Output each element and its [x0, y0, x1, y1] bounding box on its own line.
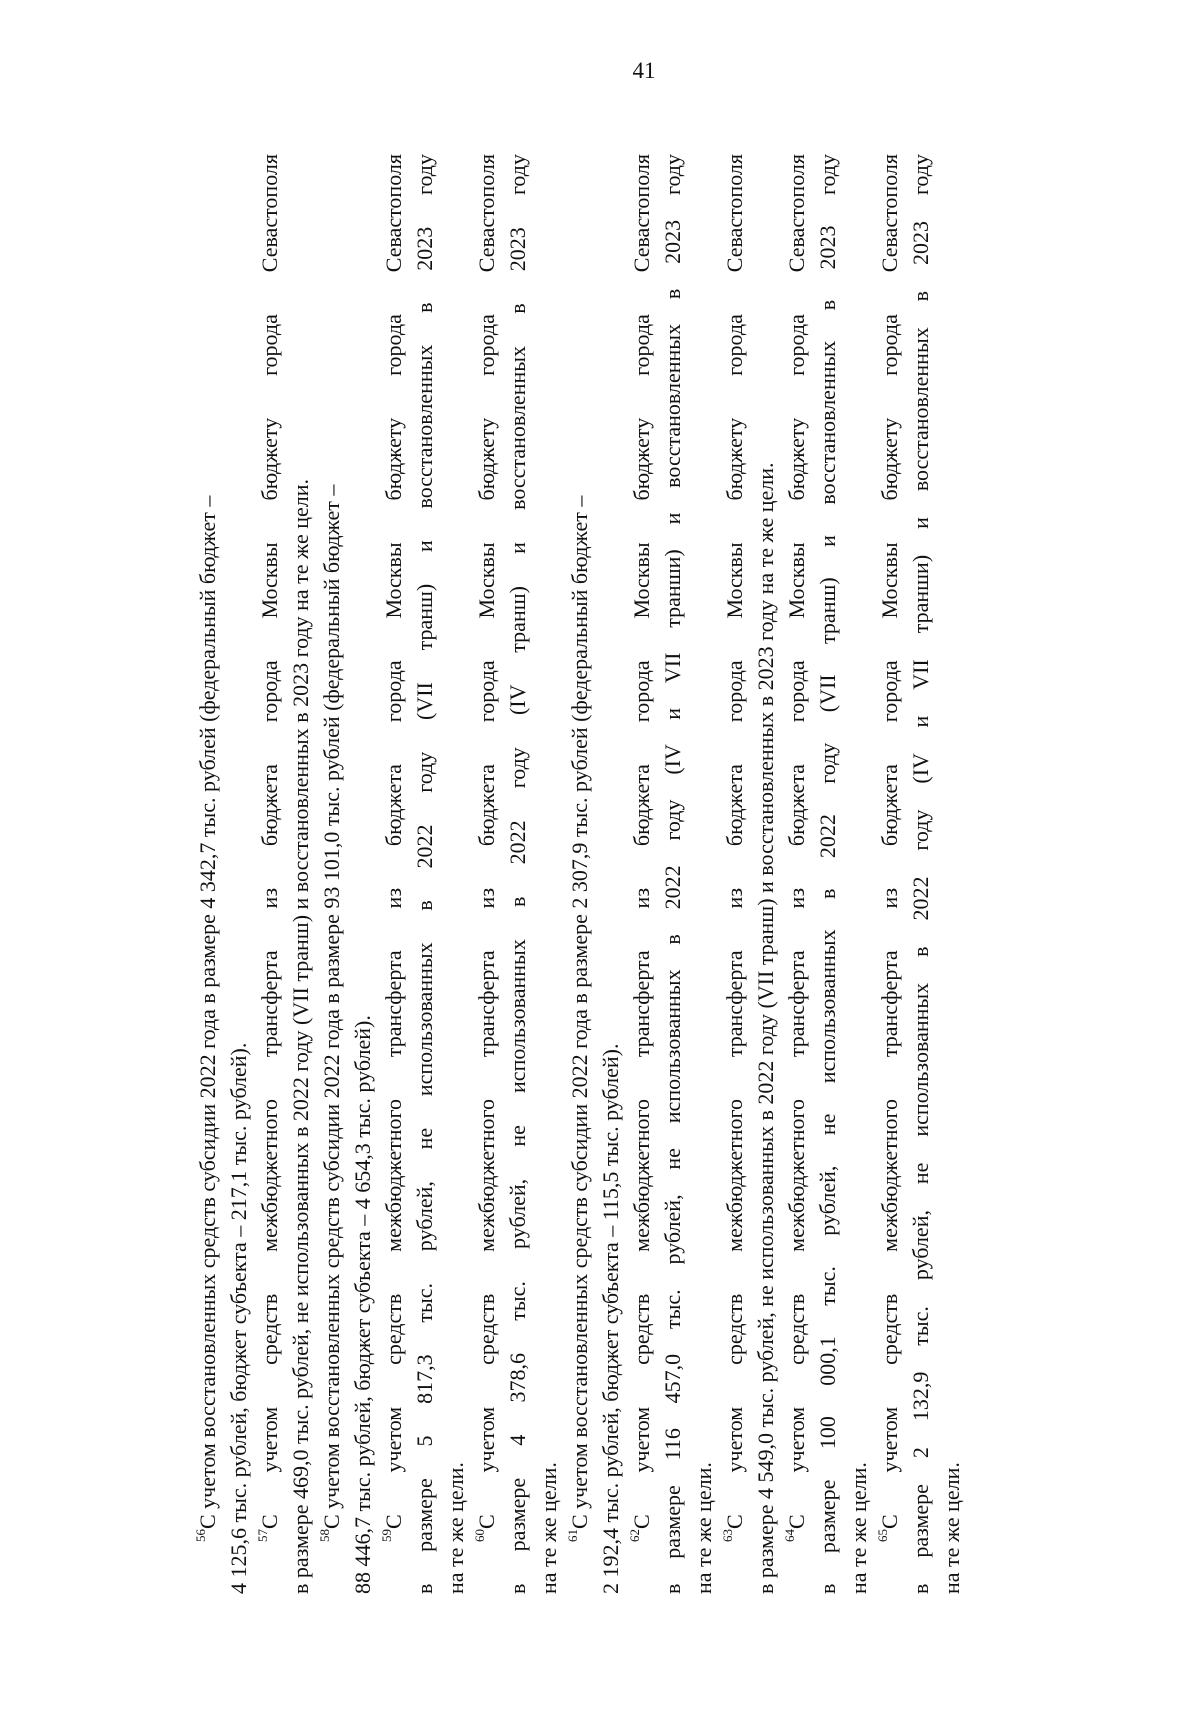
footnote-57-marker: 57 — [254, 1529, 270, 1542]
footnote-58-line-2: 88 446,7 тыс. рублей, бюджет субъекта – 4 654,3 тыс. рублей). — [350, 1015, 375, 1594]
footnote-56-marker: 56 — [192, 1529, 208, 1542]
footnote-56-line-1: $^{56}$С учетом восстановленных средств субсидии 2022 года в размере 4 342,7 тыс. рублей (федеральный бюджет – — [192, 495, 220, 1542]
footnote-65-line-2: в размере 2 132,9 тыс. рублей, не использованных в 2022 году (IV и VII транши) и восстановленных в 2023 году — [908, 154, 933, 1594]
footnote-62-line-1: $^{62}$С учетом средств межбюджетного трансферта из бюджета города Москвы бюджету города Севастополя — [626, 154, 654, 1542]
footnote-65-marker: 65 — [874, 1529, 890, 1542]
footnote-63-marker: 63 — [719, 1529, 735, 1542]
footnote-59-line-1: $^{59}$С учетом средств межбюджетного трансферта из бюджета города Москвы бюджету города Севастополя — [378, 154, 406, 1542]
footnote-62-line-2: в размере 116 457,0 тыс. рублей, не использованных в 2022 году (IV и VII транши) и восстановленных в 2023 году — [660, 154, 685, 1594]
footnote-60-line-3: на те же цели. — [536, 1462, 561, 1594]
footnote-64-marker: 64 — [781, 1529, 797, 1542]
footnote-58-line-1: $^{58}$С учетом восстановленных средств субсидии 2022 года в размере 93 101,0 тыс. рублей (федеральный бюджет – — [316, 484, 344, 1542]
rotated-footnotes-block — [192, 154, 1002, 1594]
footnote-64-line-2: в размере 100 000,1 тыс. рублей, не использованных в 2022 году (VII транш) и восстановленных в 2023 году — [815, 154, 840, 1594]
footnote-57-line-2: в размере 469,0 тыс. рублей, не использованных в 2022 году (VII транш) и восстановленных в 2023 году на те же цели. — [288, 478, 313, 1594]
footnote-63-line-2: в размере 4 549,0 тыс. рублей, не использованных в 2022 году (VII транш) и восстановленных в 2023 году на те же цели. — [753, 462, 778, 1594]
footnote-64-line-3: на те же цели. — [846, 1462, 871, 1594]
footnote-61-line-2: 2 192,4 тыс. рублей, бюджет субъекта – 115,5 тыс. рублей). — [598, 1043, 623, 1594]
footnote-56-line-2: 4 125,6 тыс. рублей, бюджет субъекта – 217,1 тыс. рублей). — [226, 1042, 251, 1594]
footnote-59-marker: 59 — [378, 1529, 394, 1542]
footnote-61-line-1: $^{61}$С учетом восстановленных средств субсидии 2022 года в размере 2 307,9 тыс. рублей (федеральный бюджет – — [564, 495, 592, 1542]
footnote-57-line-1: $^{57}$С учетом средств межбюджетного трансферта из бюджета города Москвы бюджету города Севастополя — [254, 154, 282, 1542]
footnote-59-line-3: на те же цели. — [443, 1462, 468, 1594]
footnote-65-line-3: на те же цели. — [939, 1462, 964, 1594]
footnote-60-marker: 60 — [471, 1529, 487, 1542]
footnote-62-marker: 62 — [626, 1529, 642, 1542]
footnote-62-line-3: на те же цели. — [691, 1462, 716, 1594]
footnote-58-marker: 58 — [316, 1529, 332, 1542]
footnote-65-line-1: $^{65}$С учетом средств межбюджетного трансферта из бюджета города Москвы бюджету города Севастополя — [874, 154, 902, 1542]
footnote-60-line-2: в размере 4 378,6 тыс. рублей, не использованных в 2022 году (IV транш) и восстановленных в 2023 году — [505, 154, 530, 1594]
footnote-61-marker: 61 — [564, 1529, 580, 1542]
footnote-60-line-1: $^{60}$С учетом средств межбюджетного трансферта из бюджета города Москвы бюджету города Севастополя — [471, 154, 499, 1542]
page-number: 41 — [632, 58, 656, 83]
footnote-63-line-1: $^{63}$С учетом средств межбюджетного трансферта из бюджета города Москвы бюджету города Севастополя — [719, 154, 747, 1542]
footnote-64-line-1: $^{64}$С учетом средств межбюджетного трансферта из бюджета города Москвы бюджету города Севастополя — [781, 154, 809, 1542]
footnote-59-line-2: в размере 5 817,3 тыс. рублей, не использованных в 2022 году (VII транш) и восстановленных в 2023 году — [412, 154, 437, 1594]
